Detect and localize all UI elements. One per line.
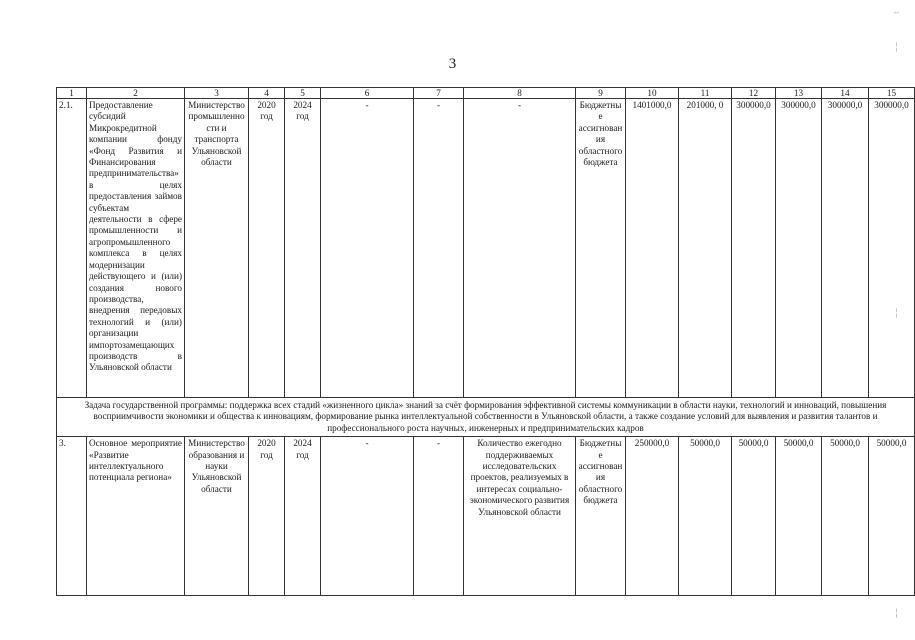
amount-total: 1401000,0 [626,99,679,398]
column-number: 6 [321,88,414,99]
executor: Министерство промышленности и транспорта Ульяновской области [185,99,249,398]
amount-2021: 50000,0 [732,437,776,596]
page-number: 3 [448,56,457,72]
column-number: 10 [626,88,679,99]
column-number: 12 [732,88,776,99]
funding-source: Бюджетные ассигнования областного бюджета [576,437,626,596]
column-number: 8 [464,88,576,99]
column-number: 3 [185,88,249,99]
margin-mark: ╎ [893,42,899,52]
executor: Министерство образования и науки Ульяновской области [185,437,249,596]
start-year: 2020 год [249,437,285,596]
column-number: 9 [576,88,626,99]
row-number: 2.1. [57,99,87,398]
measure-name: Основное мероприятие «Развитие интеллектуального потенциала региона» [87,437,185,596]
column-number: 4 [249,88,285,99]
column-number: 2 [87,88,185,99]
column-number-row [57,88,915,99]
program-task: Задача государственной программы: поддержка всех стадий «жизненного цикла» знаний за счёт формирования эффективной системы коммуникации в области науки, технологий и инноваций, повышения восприимчивости экономики и общества к инновациям, формирование рынка интеллектуальной собственности в Ульяновской области, а также создание условий для выявления и развития талантов и профессионального роста научных, инженерных и предпринимательских кадров [57,398,915,437]
amount-2022: 50000,0 [776,437,822,596]
amount-2022: 300000,0 [776,99,822,398]
measure-name: Предоставление субсидий Микрокредитной компании фонду «Фонд Развития и Финансирования предпринимательства» в целях предоставления займов субъектам деятельности в сфере промышленности и агропромышленного комплекса в целях модернизации действующего и (или) создания нового производства, внедрения передовых технологий и (или) организации импортозамещающих производств в Ульяновской области [87,99,185,398]
column-number: 14 [822,88,869,99]
margin-mark: ╎ [893,608,899,618]
funding-source: Бюджетные ассигнования областного бюджета [576,99,626,398]
amount-2024: 50000,0 [869,437,915,596]
column-number: 13 [776,88,822,99]
column-number: 7 [414,88,464,99]
end-year: 2024 год [285,99,321,398]
column-number: 11 [679,88,732,99]
margin-mark: ╌ [893,8,899,18]
column-number: 15 [869,88,915,99]
cell-col-6: - [321,437,414,596]
task-row [57,398,915,437]
margin-mark: ╎ [893,308,899,318]
indicator: - [464,99,576,398]
indicator: Количество ежегодно поддерживаемых исследовательских проектов, реализуемых в интересах социально-экономического развития Ульяновской области [464,437,576,596]
amount-2020: 50000,0 [679,437,732,596]
column-number: 5 [285,88,321,99]
amount-2023: 300000,0 [822,99,869,398]
cell-col-7: - [414,99,464,398]
end-year: 2024 год [285,437,321,596]
start-year: 2020 год [249,99,285,398]
row-number: 3. [57,437,87,596]
table-row [57,437,915,596]
table-row [57,99,915,398]
cell-col-6: - [321,99,414,398]
budget-table [56,87,915,596]
amount-2020: 201000, 0 [679,99,732,398]
cell-col-7: - [414,437,464,596]
amount-2023: 50000,0 [822,437,869,596]
amount-2024: 300000,0 [869,99,915,398]
amount-2021: 300000,0 [732,99,776,398]
amount-total: 250000,0 [626,437,679,596]
column-number: 1 [57,88,87,99]
